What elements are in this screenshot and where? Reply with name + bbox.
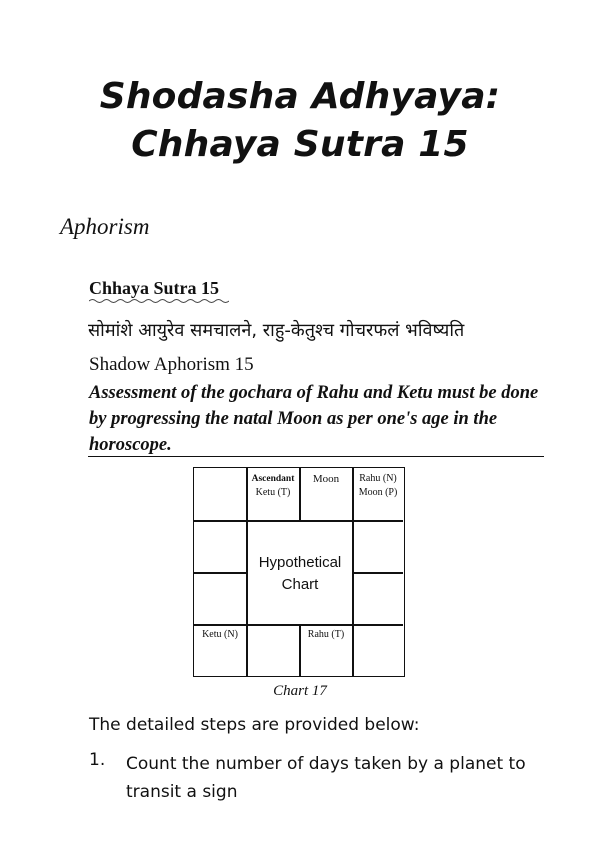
section-heading: Aphorism	[60, 214, 150, 239]
cell-top-3	[353, 472, 403, 500]
aphorism-translation: Assessment of the gochara of Rahu and Ketu must be done by progressing the natal Moon as per one's age in the horoscope.	[89, 383, 539, 455]
grid-line	[352, 572, 403, 574]
cell-label: Rahu (N)	[359, 473, 397, 484]
sanskrit-verse: सोमांशे आयुरेव समचालने, राहु-केतुश्च गोचरफलं भविष्यति	[88, 320, 465, 341]
cell-label: Moon (P)	[358, 487, 398, 498]
chapter-title-line1: Shodasha Adhyaya:	[99, 76, 501, 117]
chart-caption: Chart 17	[273, 683, 327, 699]
cell-bottom-0: Ketu (N)	[202, 629, 238, 640]
cell-bottom-2: Rahu (T)	[307, 629, 345, 640]
center-line2: Chart	[281, 576, 319, 593]
grid-line	[194, 572, 247, 574]
subheading: Shadow Aphorism 15	[89, 354, 254, 375]
cell-top-2: Moon	[312, 473, 340, 485]
horizontal-rule	[88, 456, 544, 457]
list-item-number: 1.	[89, 750, 106, 770]
sutra-title: Chhaya Sutra 15	[89, 278, 220, 298]
wavy-underline	[89, 298, 229, 304]
cell-label: Ascendant	[251, 474, 295, 484]
intro-paragraph: The detailed steps are provided below:	[89, 715, 420, 735]
grid-line	[194, 520, 403, 522]
horoscope-chart	[193, 467, 405, 677]
grid-line	[194, 624, 403, 626]
chapter-title-line2: Chhaya Sutra 15	[131, 124, 469, 165]
center-line1: Hypothetical	[258, 554, 342, 571]
cell-label: Ketu (T)	[255, 487, 291, 498]
list-item-text: Count the number of days taken by a planet to transit a sign	[126, 754, 526, 802]
chart-center-label	[247, 552, 353, 596]
cell-top-1	[247, 472, 299, 500]
